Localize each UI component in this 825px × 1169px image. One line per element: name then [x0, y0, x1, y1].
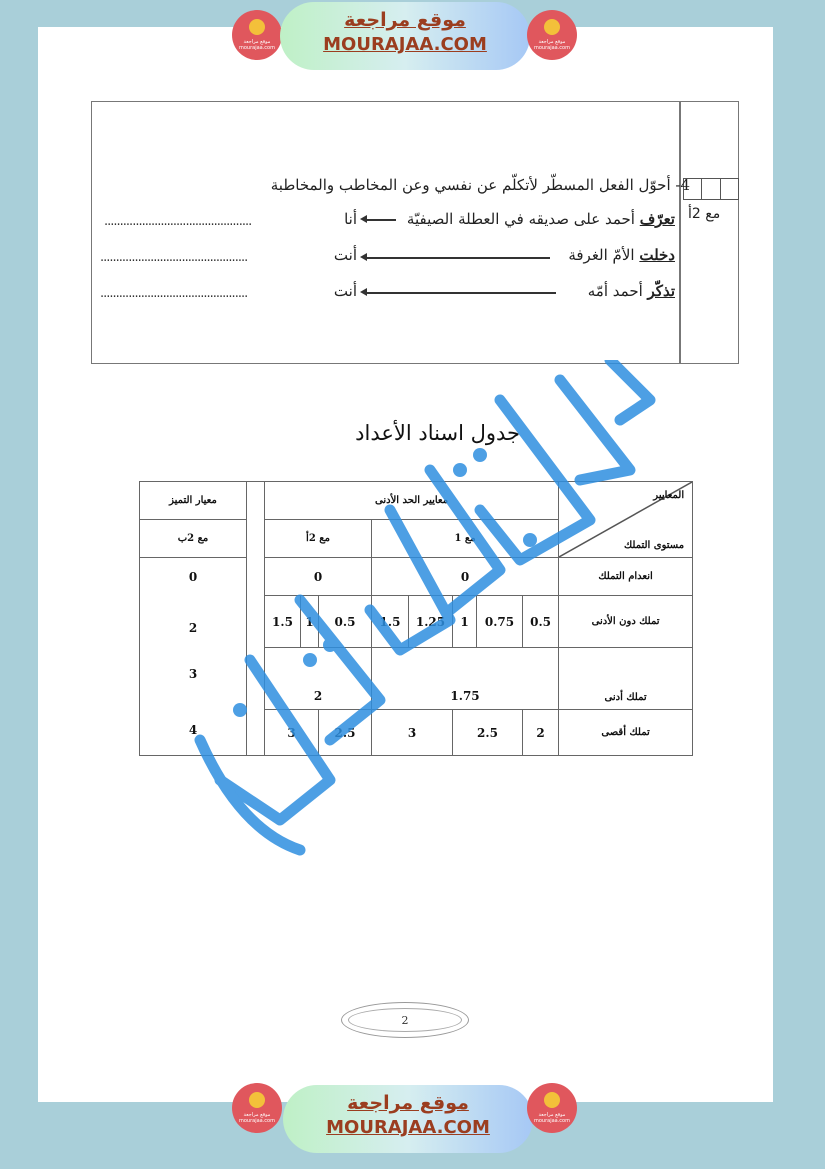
excellence-below: 2 [188, 621, 198, 635]
c2-min: 2 [265, 648, 372, 710]
logo-icon [544, 1092, 560, 1108]
c1-header: مع 1 [372, 520, 559, 558]
pronoun-3: أنت [333, 282, 357, 300]
table-cell: 0.5 [523, 596, 559, 648]
corner-top-label: المعايير [653, 490, 685, 501]
answer-line-3[interactable]: ............................................... [100, 286, 248, 301]
underlined-verb: تعرّف [639, 210, 675, 228]
underlined-verb: دخلت [639, 246, 675, 264]
sentence-rest: أحمد أمّه [587, 282, 648, 300]
table-cell: 0.75 [477, 596, 523, 648]
table-cell: 1.5 [372, 596, 409, 648]
answer-line-2[interactable]: ............................................... [100, 250, 248, 265]
pronoun-1: أنا [344, 210, 357, 228]
question-instruction: 4- أحوّل الفعل المسطّر لأتكلّم عن نفسي وعن المخاطب والمخاطبة [270, 176, 690, 194]
logo-icon [544, 19, 560, 35]
excellence-none: 0 [188, 570, 198, 584]
table-title: جدول اسناد الأعداد [355, 421, 520, 445]
level-max: تملك أقصى [559, 710, 693, 756]
site-banner-bottom[interactable] [283, 1085, 533, 1153]
min-criteria-header: معايير الحد الأدنى [265, 482, 559, 520]
sentence-rest: أحمد على صديقه في العطلة الصيفيّة [406, 210, 640, 228]
answer-line-1[interactable]: ............................................... [104, 214, 252, 229]
banner-arabic: موقع مراجعة [344, 9, 466, 31]
banner-url: MOURAJAA.COM [326, 1117, 490, 1138]
table-cell: 2.5 [319, 710, 372, 756]
c1-none: 0 [372, 558, 559, 596]
badge-text: موقع مراجعة mourajaa.com [238, 1112, 275, 1124]
logo-badge-left-top [232, 10, 282, 60]
table-cell: 0.5 [319, 596, 372, 648]
sentence-rest: الأمّ الغرفة [568, 246, 640, 264]
logo-badge-left-bottom [232, 1083, 282, 1133]
table-cell: 3 [265, 710, 319, 756]
c2-header: مع 2أ [265, 520, 372, 558]
page-number: 2 [348, 1008, 462, 1032]
grading-table [139, 481, 693, 756]
excellence-min: 3 [188, 667, 198, 681]
sentence-2 [568, 246, 675, 264]
table-cell: 1 [453, 596, 477, 648]
level-min: تملك أدنى [559, 648, 693, 710]
arrow-icon [366, 219, 396, 221]
underlined-verb: تذكّر [647, 282, 675, 300]
table-cell: 3 [372, 710, 453, 756]
excellence-values [140, 558, 247, 756]
arrow-icon [366, 292, 556, 294]
site-banner-top[interactable] [280, 2, 530, 70]
table-cell: 1.25 [409, 596, 453, 648]
badge-text: موقع مراجعة mourajaa.com [238, 39, 275, 51]
table-cell: 1 [301, 596, 319, 648]
excellence-max: 4 [188, 723, 198, 737]
c2-none: 0 [265, 558, 372, 596]
level-below: تملك دون الأدنى [559, 596, 693, 648]
grade-boxes [683, 178, 739, 200]
excellence-header: معيار التميز [140, 482, 247, 520]
table-cell: 2 [523, 710, 559, 756]
table-cell: 1.5 [265, 596, 301, 648]
sentence-3 [588, 282, 675, 300]
c3-header: مع 2ب [140, 520, 247, 558]
level-none: انعدام التملك [559, 558, 693, 596]
table-cell: 2.5 [453, 710, 523, 756]
question-box [91, 101, 739, 364]
page-number-frame [341, 1002, 469, 1038]
logo-badge-right-top [527, 10, 577, 60]
banner-url: MOURAJAA.COM [323, 34, 487, 55]
badge-text: موقع مراجعة mourajaa.com [533, 39, 570, 51]
c1-min: 1.75 [372, 648, 559, 710]
arrow-icon [366, 257, 550, 259]
logo-badge-right-bottom [527, 1083, 577, 1133]
logo-icon [249, 1092, 265, 1108]
badge-text: موقع مراجعة mourajaa.com [533, 1112, 570, 1124]
sentence-1 [407, 210, 675, 228]
question-divider [679, 101, 681, 364]
spacer-column [247, 482, 265, 756]
banner-arabic: موقع مراجعة [347, 1092, 469, 1114]
logo-icon [249, 19, 265, 35]
corner-header [559, 482, 693, 558]
criterion-label: مع 2أ [688, 206, 721, 222]
pronoun-2: أنت [333, 246, 357, 264]
corner-bottom-label: مستوى التملك [623, 540, 685, 551]
